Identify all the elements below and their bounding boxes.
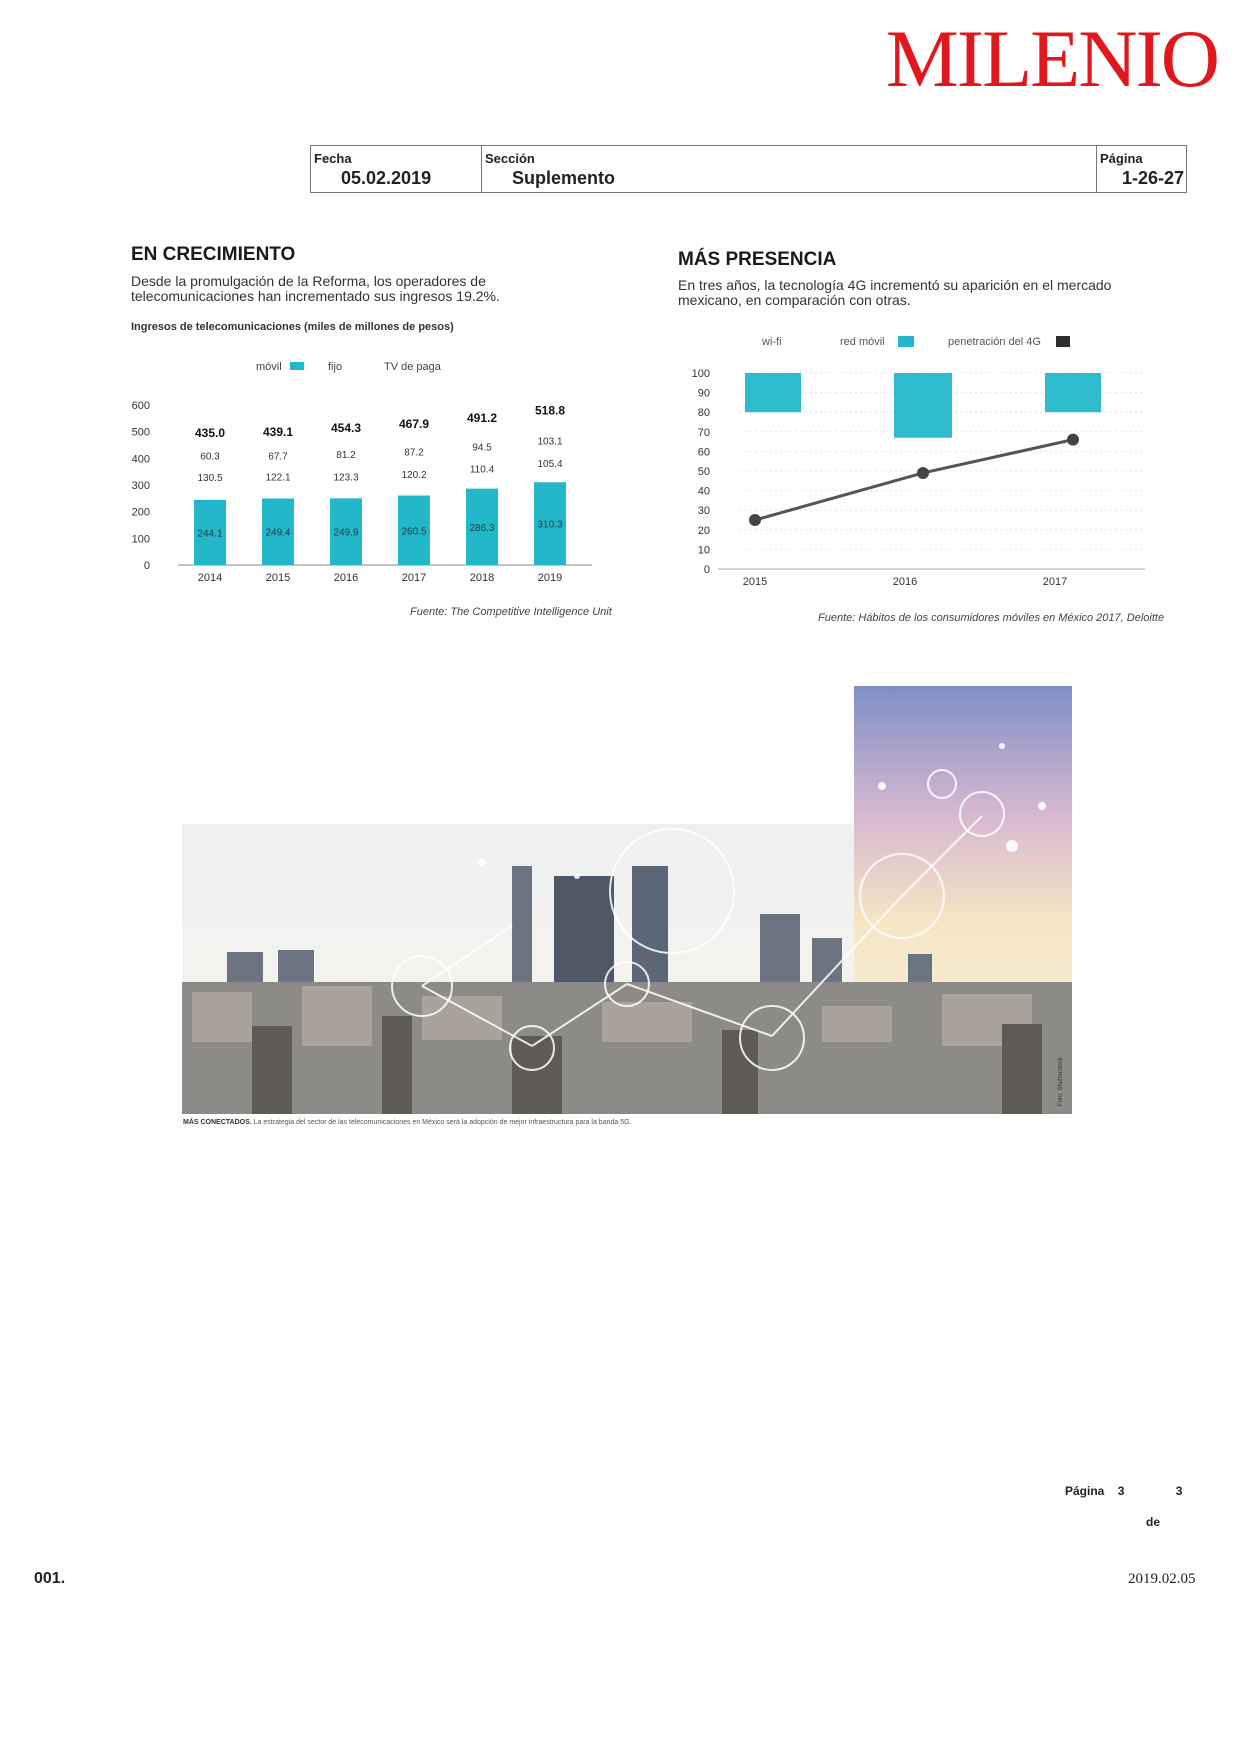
legend-redmovil-label: red móvil: [840, 336, 885, 348]
chart2-y-tick: 70: [697, 426, 710, 439]
legend-movil-label: móvil: [256, 361, 282, 373]
movil-value-label: 249.9: [333, 527, 359, 539]
photo-caption: [183, 1119, 632, 1126]
chart2-wifi-bars: [745, 373, 1101, 438]
legend-movil-swatch: [290, 362, 304, 370]
seccion-cell: [482, 146, 1097, 192]
legend-wifi-label: wi-fi: [762, 336, 782, 348]
tv-value-label: 94.5: [472, 442, 492, 454]
chart2-x-tick: 2015: [742, 576, 768, 588]
tv-value-label: 81.2: [336, 449, 356, 461]
chart2-y-tick: 50: [697, 466, 710, 478]
chart1-bars: [194, 404, 566, 584]
chart1-x-tick: 2014: [197, 572, 223, 584]
total-value-label: 454.3: [330, 420, 362, 435]
fecha-label: Fecha: [314, 151, 352, 166]
chart2-subtitle-1: En tres años, la tecnología 4G incrementó su aparición en el mercado: [678, 277, 1112, 293]
chart2-y-tick: 30: [697, 505, 710, 518]
chart1-y-tick: 500: [131, 426, 150, 439]
chart2-points: [749, 434, 1079, 526]
movil-value-label: 244.1: [197, 528, 223, 540]
document-number: 001.: [34, 1570, 66, 1587]
total-value-label: 518.8: [534, 403, 566, 418]
tv-value-label: 103.1: [537, 436, 563, 448]
chart1-y-tick: 400: [131, 453, 150, 466]
chart2-y-tick: 100: [691, 368, 710, 380]
metadata-table: [310, 145, 1187, 193]
caption-text: La estrategia del sector de las telecomunicaciones en México será la adopción de mejor infraestructura para la banda 5G.: [251, 1119, 632, 1126]
chart1-y-tick: 0: [143, 560, 150, 572]
chart1-y-tick: 200: [131, 506, 150, 519]
penetracion-4g-line: [755, 440, 1073, 520]
wifi-range-bar: [894, 373, 952, 438]
total-value-label: 467.9: [398, 417, 430, 432]
chart2-y-tick: 20: [697, 524, 710, 537]
legend-fijo-label: fijo: [328, 361, 343, 373]
fijo-value-label: 123.3: [333, 472, 359, 484]
tv-value-label: 60.3: [200, 451, 220, 463]
presence-chart: [680, 326, 1160, 588]
fijo-value-label: 122.1: [265, 472, 291, 484]
chart1-x-tick: 2015: [265, 572, 291, 584]
chart1-y-tick: 100: [131, 533, 150, 546]
chart1-x-tick: 2017: [401, 572, 427, 584]
tv-value-label: 87.2: [404, 447, 424, 459]
city-skyline-photo: [182, 686, 1072, 1114]
chart2-subtitle-2: mexicano, en comparación con otras.: [678, 292, 911, 308]
chart1-source: Fuente: The Competitive Intelligence Unit: [410, 606, 612, 618]
document-date: 2019.02.05: [1128, 1571, 1196, 1587]
caption-bold: MÁS CONECTADOS.: [183, 1119, 252, 1126]
wifi-range-bar: [1045, 373, 1101, 412]
total-value-label: 435.0: [194, 426, 226, 440]
movil-value-label: 310.3: [537, 519, 563, 531]
fijo-value-label: 105.4: [537, 458, 563, 470]
penetracion-4g-point: [749, 514, 761, 526]
chart2-title: MÁS PRESENCIA: [678, 249, 837, 270]
total-value-label: 491.2: [466, 411, 498, 426]
fecha-value: 05.02.2019: [341, 168, 432, 188]
wifi-range-bar: [745, 373, 801, 412]
movil-value-label: 260.5: [401, 526, 427, 538]
footer-de: de: [1146, 1515, 1161, 1529]
seccion-value: Suplemento: [512, 168, 616, 188]
chart1-x-tick: 2019: [537, 572, 563, 584]
chart2-y-tick: 10: [697, 544, 710, 557]
chart2-y-tick: 0: [703, 564, 710, 576]
chart2-source: Fuente: Hábitos de los consumidores móviles en México 2017, Deloitte: [818, 612, 1165, 624]
chart1-subtitle-1: Desde la promulgación de la Reforma, los operadores de: [131, 273, 486, 289]
seccion-label: Sección: [485, 151, 535, 166]
footer-page-total: 3: [1175, 1484, 1183, 1498]
chart1-x-tick: 2016: [333, 572, 359, 584]
chart1-y-axis: [132, 400, 150, 572]
total-value-label: 439.1: [262, 424, 294, 439]
chart1-y-tick: 600: [131, 400, 150, 412]
chart2-y-tick: 40: [697, 485, 710, 498]
chart1-legend: [256, 361, 442, 373]
tv-value-label: 67.7: [268, 451, 288, 463]
legend-4g-label: penetración del 4G: [948, 336, 1041, 348]
pagina-label: Página: [1100, 151, 1143, 166]
legend-redmovil-swatch: [898, 336, 914, 347]
fecha-cell: [311, 146, 482, 192]
movil-value-label: 286.3: [469, 522, 495, 534]
fijo-value-label: 130.5: [197, 472, 223, 484]
pagina-value: 1-26-27: [1121, 168, 1184, 188]
chart2-x-tick: 2017: [1042, 576, 1068, 588]
chart2-y-tick: 60: [697, 446, 710, 459]
chart1-y-tick: 300: [131, 480, 150, 492]
footer-page-label: Página: [1065, 1484, 1105, 1498]
chart2-x-tick: 2016: [892, 576, 918, 588]
chart1-label: Ingresos de telecomunicaciones (miles de millones de pesos): [131, 321, 454, 333]
chart2-y-axis: [692, 368, 710, 576]
footer-pagination: [1065, 1484, 1182, 1498]
fijo-value-label: 120.2: [401, 469, 427, 481]
chart1-subtitle-2: telecomunicaciones han incrementado sus ingresos 19.2%.: [131, 288, 500, 304]
newspaper-logo: MILENIO: [885, 13, 1218, 104]
chart2-y-tick: 90: [697, 387, 710, 400]
legend-4g-swatch: [1056, 336, 1070, 347]
penetracion-4g-point: [917, 467, 929, 479]
chart2-x-axis: [743, 576, 1067, 588]
chart1-title: EN CRECIMIENTO: [131, 244, 296, 265]
legend-tv-label: TV de paga: [384, 361, 441, 373]
chart2-legend: [761, 336, 1070, 348]
revenue-bar-chart: [130, 350, 610, 590]
fijo-value-label: 110.4: [469, 464, 495, 476]
footer-page-current: 3: [1117, 1484, 1125, 1498]
photo-credit: Foto: Shutterstock: [1058, 1057, 1064, 1106]
chart2-y-tick: 80: [697, 407, 710, 420]
penetracion-4g-point: [1067, 434, 1079, 446]
chart1-x-tick: 2018: [469, 572, 495, 584]
movil-value-label: 249.4: [265, 527, 291, 539]
pagina-cell: [1097, 146, 1186, 192]
